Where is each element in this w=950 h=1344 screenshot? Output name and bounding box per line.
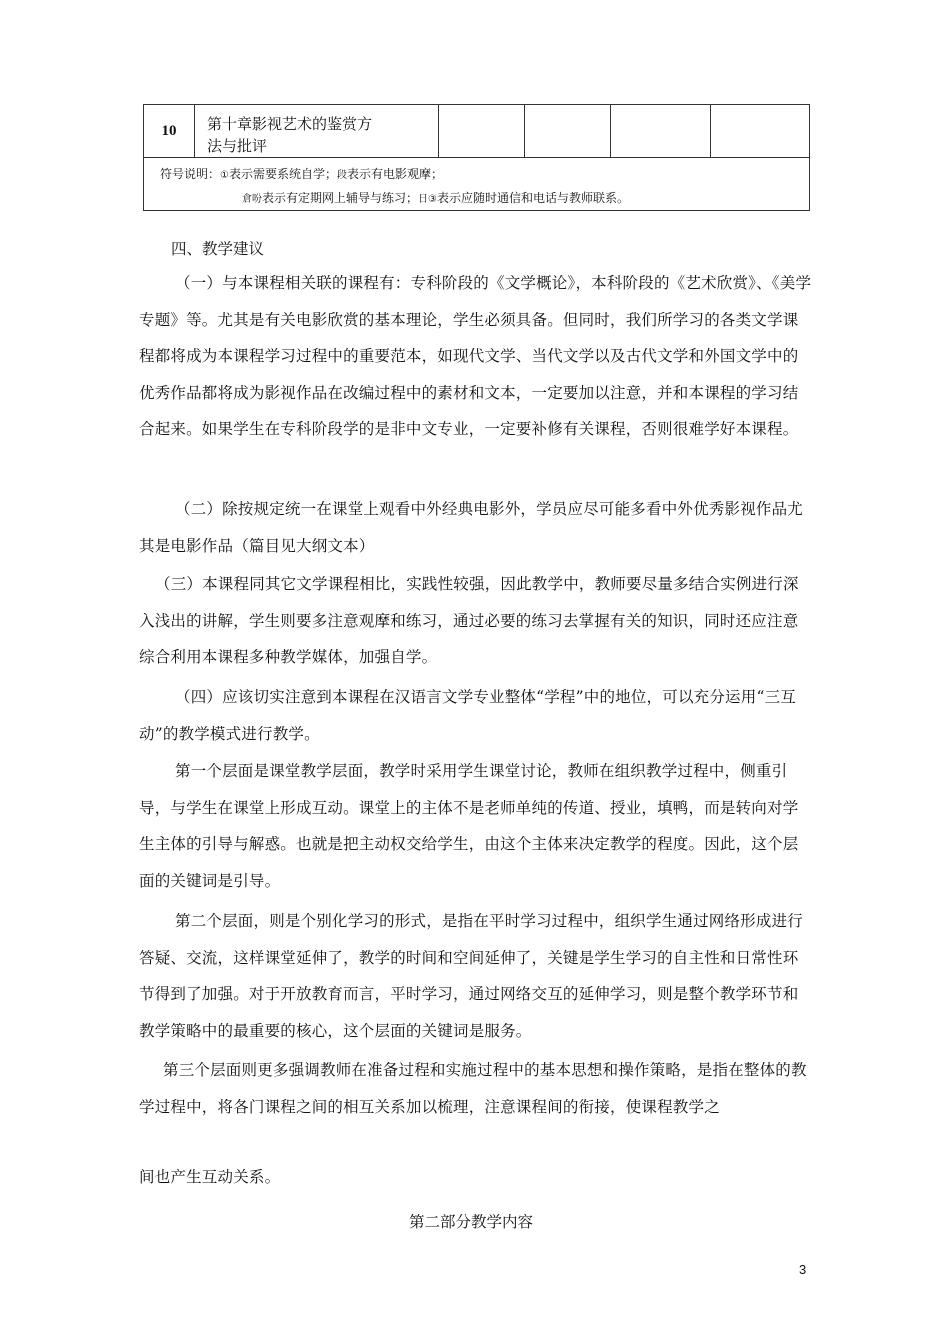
paragraph-3: （三）本课程同其它文学课程相比，实践性较强，因此教学中，教师要尽量多结合实例进行深入浅出的讲解，学生则要多注意观摩和练习，通过必要的练习去掌握有关的知识，同时还应注意综合利用本课程多种教学媒体，加强自学。 (139, 575, 799, 666)
chapter-title (195, 105, 439, 157)
legend-text-film-viewing: 表示有电影观摩； (347, 167, 444, 181)
part-heading: 第二部分教学内容 (409, 1213, 534, 1231)
page-number: 3 (799, 1262, 807, 1277)
table-cell-empty (439, 105, 525, 157)
paragraph-4: （四）应该切实注意到本课程在汉语言文学专业整体“学程”中的地位，可以充分运用“三互动”的教学模式进行教学。 (139, 688, 796, 743)
course-table (143, 104, 810, 211)
table-row (144, 105, 809, 158)
table-cell-empty (711, 105, 809, 157)
legend-text-contact-teacher: 表示应随时通信和电话与教师联系。 (436, 191, 629, 205)
film-viewing-symbol: 段 (337, 170, 347, 181)
paragraph-7: 第三个层面则更多强调教师在准备过程和实施过程中的基本思想和操作策略，是指在整体的教学过程中，将各门课程之间的相互关系加以梳理，注意课程间的衔接，使课程教学之 (139, 1061, 807, 1116)
legend-text-online-tutoring: 表示有定期网上辅导与练习； (262, 191, 419, 205)
table-cell-empty (525, 105, 611, 157)
legend-line1 (160, 165, 443, 182)
legend-line2 (242, 189, 629, 206)
legend-label: 符号说明： (160, 167, 221, 181)
chapter-title-line2: 法与批评 (207, 137, 268, 155)
paragraph-7-tail: 间也产生互动关系。 (139, 1168, 281, 1186)
paragraph-6: 第二个层面，则是个别化学习的形式，是指在平时学习过程中，组织学生通过网络形成进行答疑、交流，这样课堂延伸了，教学的时间和空间延伸了，关键是学生学习的自主性和日常性环节得到了加强。对于开放教育而言，平时学习，通过网络交互的延伸学习，则是整个教学环节和教学策略中的最重要的核心，这个层面的关键词是服务。 (139, 912, 804, 1040)
self-study-symbol: ① (220, 170, 229, 181)
table-cell-empty (611, 105, 711, 157)
symbol-legend (144, 158, 809, 210)
legend-text-self-study: 表示需要系统自学； (228, 167, 337, 181)
chapter-number: 10 (144, 105, 195, 157)
paragraph-1: （一）与本课程相关联的课程有：专科阶段的《文学概论》，本科阶段的《艺术欣赏》、《美学专题》等。尤其是有关电影欣赏的基本理论，学生必须具备。但同时，我们所学习的各类文学课程都将成为本课程学习过程中的重要范本，如现代文学、当代文学以及古代文学和外国文学中的优秀作品都将成为影视作品在改编过程中的素材和文本，一定要加以注意，并和本课程的学习结合起来。如果学生在专科阶段学的是非中文专业，一定要补修有关课程，否则很难学好本课程。 (139, 274, 812, 438)
chapter-title-line1: 第十章影视艺术的鉴赏方 (207, 115, 373, 133)
online-tutoring-symbol: 倉吩 (242, 194, 262, 205)
paragraph-5: 第一个层面是课堂教学层面，教学时采用学生课堂讨论，教师在组织教学过程中，侧重引导，与学生在课堂上形成互动。课堂上的主体不是老师单纯的传道、授业，填鸭，而是转向对学生主体的引导与解惑。也就是把主动权交给学生，由这个主体来决定教学的程度。因此，这个层面的关键词是引导。 (139, 762, 799, 890)
section-heading: 四、教学建议 (171, 240, 265, 258)
paragraph-2: （二）除按规定统一在课堂上观看中外经典电影外，学员应尽可能多看中外优秀影视作品尤其是电影作品（篇目见大纲文本） (139, 500, 804, 555)
contact-teacher-symbol: 日③ (418, 194, 437, 205)
